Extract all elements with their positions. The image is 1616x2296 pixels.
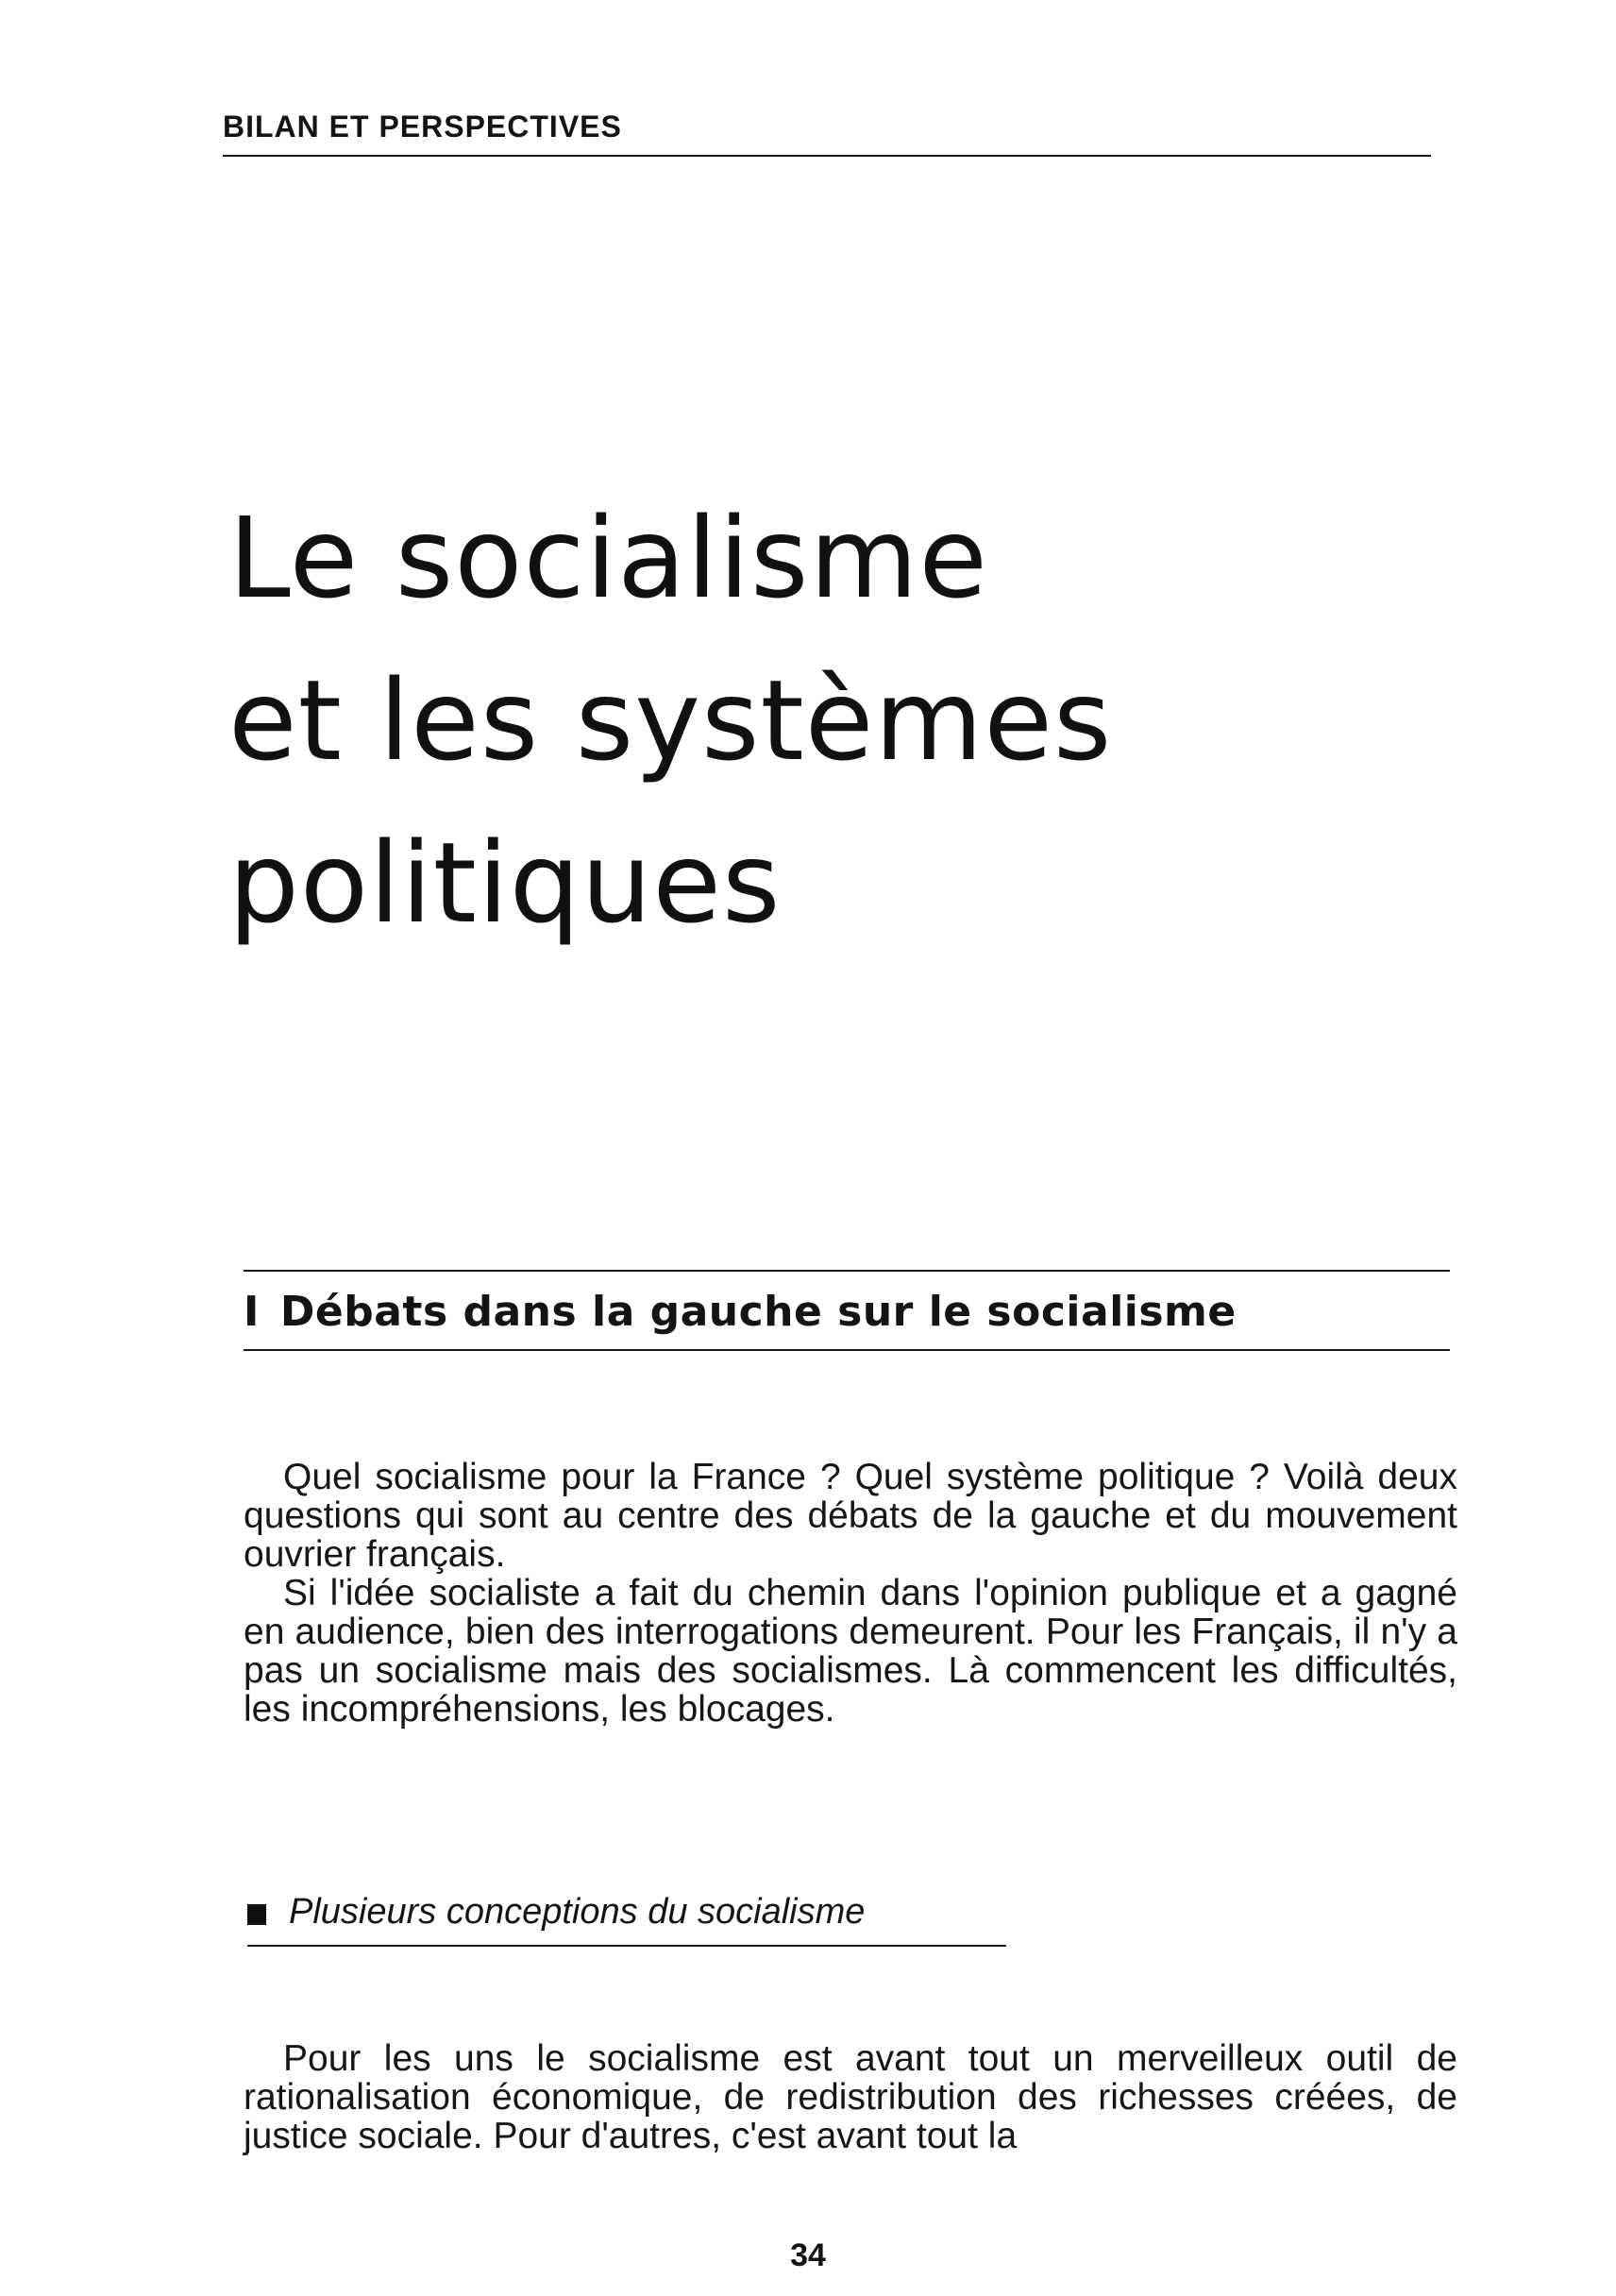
paragraph: Pour les uns le socialisme est avant tout un merveilleux outil de rationalisation économique, de redistribution des richesses créées, de justice sociale. Pour d'autres, c'est avant tout la	[244, 2038, 1457, 2156]
running-header-label: BILAN ET PERSPECTIVES	[223, 110, 622, 144]
subsection-heading-text: Plusieurs conceptions du socialisme	[289, 1892, 866, 1932]
paragraph: Quel socialisme pour la France ? Quel système politique ? Voilà deux questions qui sont au centre des débats de la gauche et du mouvement ouvrier français.	[244, 1457, 1457, 1575]
running-header	[223, 111, 1431, 142]
chapter-title	[228, 477, 1267, 964]
section-number: I	[244, 1288, 260, 1336]
section-heading-text: Débats dans la gauche sur le socialisme	[279, 1288, 1237, 1336]
paragraph: Si l'idée socialiste a fait du chemin dans l'opinion publique et a gagné en audience, bien des interrogations demeurent. Pour les Français, il n'y a pas un socialisme mais des socialismes. Là commencent les difficultés, les incompréhensions, les blocages.	[244, 1573, 1457, 1730]
section-bottom-rule	[244, 1349, 1450, 1351]
subsection-heading	[247, 1891, 865, 1933]
chapter-title-line-3: politiques	[228, 818, 782, 948]
chapter-title-line-2: et les systèmes	[228, 655, 1113, 785]
subsection-rule	[247, 1945, 1006, 1947]
chapter-title-line-1: Le socialisme	[228, 493, 989, 623]
page-number: 34	[790, 2237, 826, 2273]
header-rule	[223, 155, 1431, 157]
section-top-rule	[244, 1270, 1450, 1272]
subsection-body	[244, 2039, 1457, 2155]
bullet-square-icon	[247, 1904, 266, 1925]
section-body	[244, 1458, 1457, 1729]
section-heading	[244, 1284, 1237, 1341]
